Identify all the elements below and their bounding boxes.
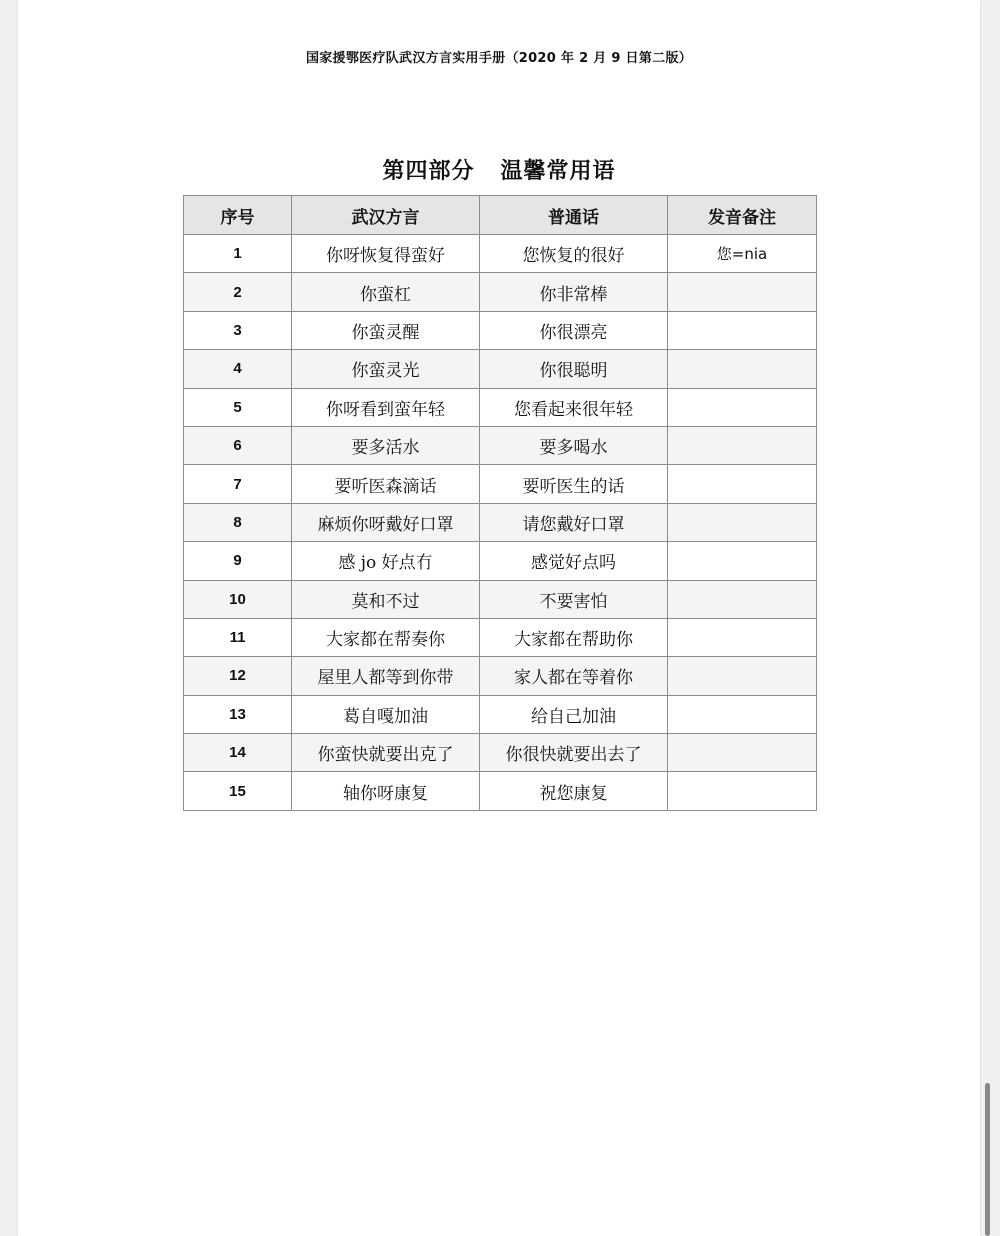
header-pronunciation-note: 发音备注 bbox=[668, 196, 817, 235]
table-row bbox=[184, 542, 817, 580]
document-page bbox=[18, 0, 980, 1236]
pronunciation-note bbox=[668, 734, 817, 772]
mandarin-phrase: 您看起来很年轻 bbox=[480, 388, 668, 426]
pronunciation-note bbox=[668, 273, 817, 311]
table-row bbox=[184, 273, 817, 311]
table-row bbox=[184, 426, 817, 464]
mandarin-phrase: 感觉好点吗 bbox=[480, 542, 668, 580]
pronunciation-note bbox=[668, 503, 817, 541]
row-number: 13 bbox=[184, 695, 292, 733]
row-number: 14 bbox=[184, 734, 292, 772]
row-number: 6 bbox=[184, 426, 292, 464]
mandarin-phrase: 你非常棒 bbox=[480, 273, 668, 311]
mandarin-phrase: 要听医生的话 bbox=[480, 465, 668, 503]
row-number: 2 bbox=[184, 273, 292, 311]
row-number: 12 bbox=[184, 657, 292, 695]
table-row bbox=[184, 388, 817, 426]
table-body bbox=[184, 235, 817, 811]
table-row bbox=[184, 350, 817, 388]
pronunciation-note bbox=[668, 580, 817, 618]
dialect-phrase: 轴你呀康复 bbox=[292, 772, 480, 810]
row-number: 9 bbox=[184, 542, 292, 580]
dialect-phrase: 你呀恢复得蛮好 bbox=[292, 235, 480, 273]
header-mandarin: 普通话 bbox=[480, 196, 668, 235]
mandarin-phrase: 要多喝水 bbox=[480, 426, 668, 464]
header-dialect: 武汉方言 bbox=[292, 196, 480, 235]
row-number: 4 bbox=[184, 350, 292, 388]
table-row bbox=[184, 465, 817, 503]
table-row bbox=[184, 235, 817, 273]
dialect-phrase: 要多活水 bbox=[292, 426, 480, 464]
row-number: 10 bbox=[184, 580, 292, 618]
row-number: 11 bbox=[184, 618, 292, 656]
mandarin-phrase: 家人都在等着你 bbox=[480, 657, 668, 695]
dialect-phrase: 葛自嘎加油 bbox=[292, 695, 480, 733]
table-row bbox=[184, 503, 817, 541]
dialect-phrase: 你呀看到蛮年轻 bbox=[292, 388, 480, 426]
dialect-phrase: 大家都在帮奏你 bbox=[292, 618, 480, 656]
pronunciation-note bbox=[668, 388, 817, 426]
row-number: 5 bbox=[184, 388, 292, 426]
table-header-row bbox=[184, 196, 817, 235]
phrase-table bbox=[183, 195, 817, 811]
pronunciation-note bbox=[668, 311, 817, 349]
dialect-phrase: 麻烦你呀戴好口罩 bbox=[292, 503, 480, 541]
mandarin-phrase: 你很快就要出去了 bbox=[480, 734, 668, 772]
pronunciation-note bbox=[668, 695, 817, 733]
pronunciation-note bbox=[668, 772, 817, 810]
table-row bbox=[184, 311, 817, 349]
table-row bbox=[184, 695, 817, 733]
table-row bbox=[184, 580, 817, 618]
table-row bbox=[184, 618, 817, 656]
mandarin-phrase: 你很漂亮 bbox=[480, 311, 668, 349]
pronunciation-note: 您=nia bbox=[668, 235, 817, 273]
mandarin-phrase: 大家都在帮助你 bbox=[480, 618, 668, 656]
pronunciation-note bbox=[668, 618, 817, 656]
dialect-phrase: 要听医森滴话 bbox=[292, 465, 480, 503]
mandarin-phrase: 祝您康复 bbox=[480, 772, 668, 810]
row-number: 3 bbox=[184, 311, 292, 349]
section-title: 第四部分 温馨常用语 bbox=[382, 159, 616, 184]
row-number: 15 bbox=[184, 772, 292, 810]
running-header: 国家援鄂医疗队武汉方言实用手册（2020 年 2 月 9 日第二版） bbox=[305, 51, 693, 66]
table-row bbox=[184, 734, 817, 772]
dialect-phrase: 你蛮灵醒 bbox=[292, 311, 480, 349]
mandarin-phrase: 请您戴好口罩 bbox=[480, 503, 668, 541]
dialect-phrase: 莫和不过 bbox=[292, 580, 480, 618]
row-number: 1 bbox=[184, 235, 292, 273]
table-row bbox=[184, 772, 817, 810]
pronunciation-note bbox=[668, 350, 817, 388]
pronunciation-note bbox=[668, 465, 817, 503]
pronunciation-note bbox=[668, 426, 817, 464]
dialect-phrase: 你蛮灵光 bbox=[292, 350, 480, 388]
dialect-phrase: 屋里人都等到你带 bbox=[292, 657, 480, 695]
vertical-scrollbar[interactable] bbox=[985, 1083, 990, 1236]
dialect-phrase: 你蛮杠 bbox=[292, 273, 480, 311]
mandarin-phrase: 不要害怕 bbox=[480, 580, 668, 618]
pronunciation-note bbox=[668, 657, 817, 695]
table-row bbox=[184, 657, 817, 695]
mandarin-phrase: 您恢复的很好 bbox=[480, 235, 668, 273]
mandarin-phrase: 你很聪明 bbox=[480, 350, 668, 388]
dialect-phrase: 感 jo 好点冇 bbox=[292, 542, 480, 580]
pronunciation-note bbox=[668, 542, 817, 580]
header-number: 序号 bbox=[184, 196, 292, 235]
mandarin-phrase: 给自己加油 bbox=[480, 695, 668, 733]
row-number: 8 bbox=[184, 503, 292, 541]
dialect-phrase: 你蛮快就要出克了 bbox=[292, 734, 480, 772]
row-number: 7 bbox=[184, 465, 292, 503]
